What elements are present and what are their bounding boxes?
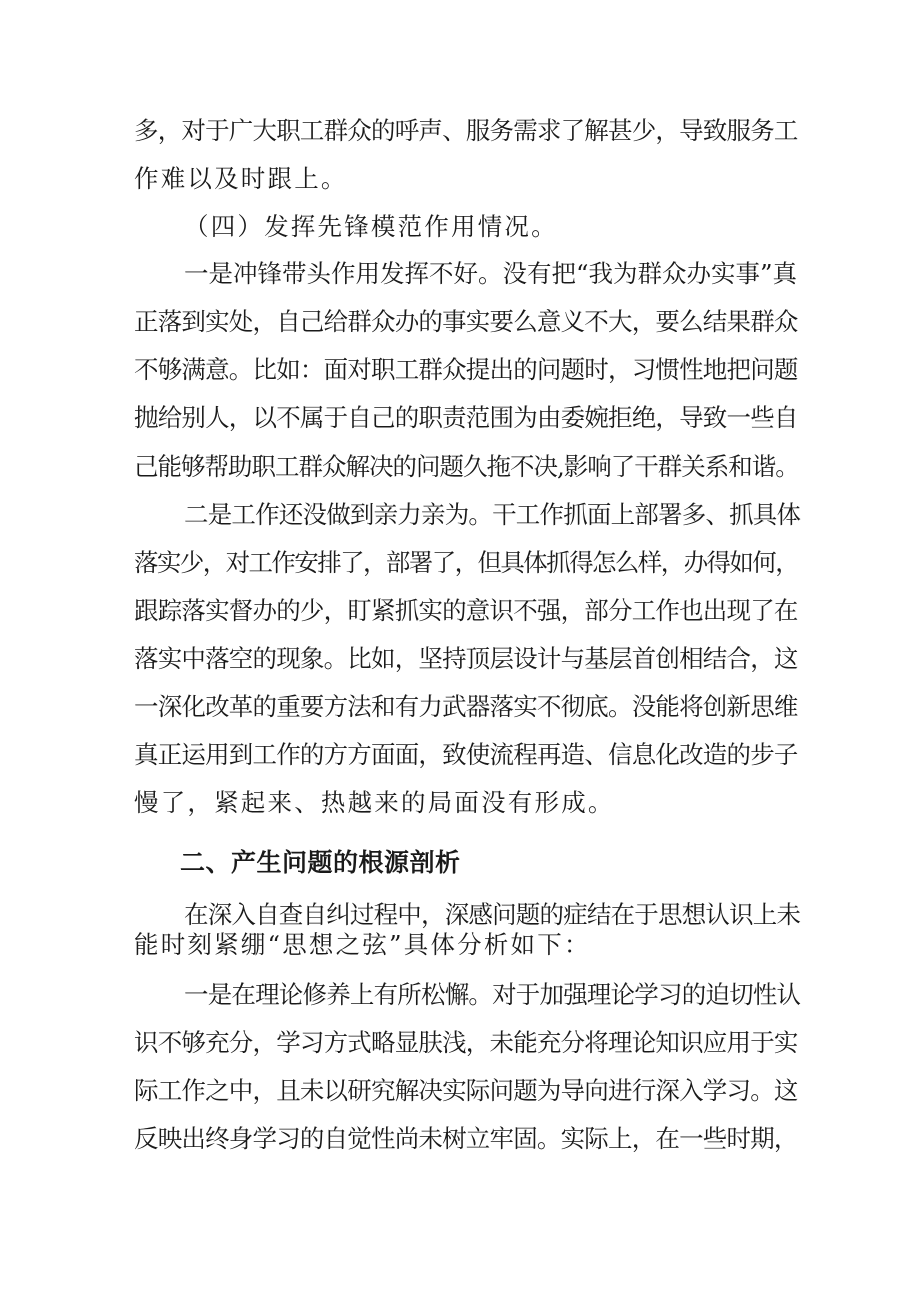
body-line: 跟踪落实督办的少，盯紧抓实的意识不强，部分工作也出现了在 [134,596,798,625]
body-line: 作难以及时跟上。 [134,164,348,193]
body-line: 不够满意。比如：面对职工群众提出的问题时，习惯性地把问题 [134,355,798,384]
body-line: 能时刻紧绷“思想之弦”具体分析如下： [134,930,591,959]
body-line: 正落到实处，自己给群众办的事实要么意义不大，要么结果群众 [134,307,798,336]
body-line: 反映出终身学习的自觉性尚未树立牢固。实际上，在一些时期， [134,1124,798,1153]
paragraph-first-line: 一是在理论修养上有所松懈。对于加强理论学习的迫切性认 [184,980,801,1009]
body-line: 际工作之中，且未以研究解决实际问题为导向进行深入学习。这 [134,1076,798,1105]
body-line: 真正运用到工作的方方面面，致使流程再造、信息化改造的步子 [134,740,798,769]
body-line: 多，对于广大职工群众的呼声、服务需求了解甚少，导致服务工 [134,116,798,145]
paragraph-first-line: 在深入自查自纠过程中，深感问题的症结在于思想认识上未 [184,900,801,929]
body-line: 己能够帮助职工群众解决的问题久拖不决,影响了干群关系和谐。 [134,452,799,481]
body-line: 落实中落空的现象。比如，坚持顶层设计与基层首创相结合，这 [134,644,798,673]
body-line: 抛给别人，以不属于自己的职责范围为由委婉拒绝，导致一些自 [134,403,798,432]
section-heading: 二、产生问题的根源剖析 [180,848,461,877]
paragraph-first-line: 二是工作还没做到亲力亲为。干工作抓面上部署多、抓具体 [184,500,801,529]
body-line: 一深化改革的重要方法和有力武器落实不彻底。没能将创新思维 [134,692,798,721]
paragraph-first-line: 一是冲锋带头作用发挥不好。没有把“我为群众办实事”真 [184,259,798,288]
body-line: 识不够充分，学习方式略显肤浅，未能充分将理论知识应用于实 [134,1028,798,1057]
body-line: 落实少，对工作安排了，部署了，但具体抓得怎么样，办得如何， [134,548,799,577]
body-line: 慢了，紧起来、热越来的局面没有形成。 [134,788,615,817]
subsection-heading: （四）发挥先锋模范作用情况。 [184,212,558,241]
